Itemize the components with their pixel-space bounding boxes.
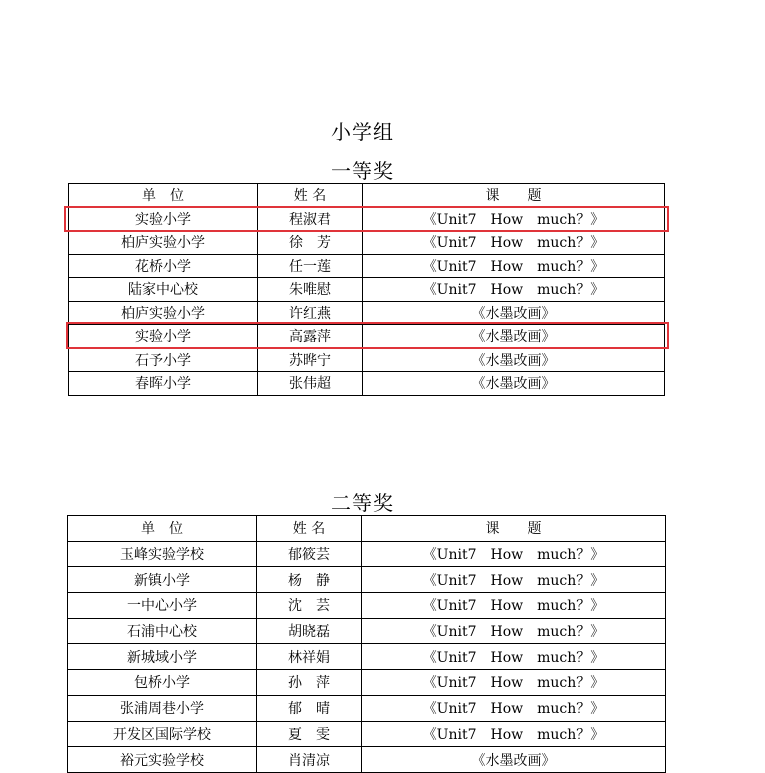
table-row xyxy=(68,644,666,670)
table-row xyxy=(68,541,666,567)
cell-unit: 石予小学 xyxy=(69,348,258,372)
cell-topic: 《水墨改画》 xyxy=(363,325,665,349)
table-row xyxy=(69,231,665,255)
cell-unit: 实验小学 xyxy=(69,207,258,231)
cell-unit: 张浦周巷小学 xyxy=(68,695,257,721)
cell-name: 夏 雯 xyxy=(257,721,362,747)
cell-unit: 包桥小学 xyxy=(68,670,257,696)
table-row xyxy=(68,670,666,696)
cell-topic: 《Unit7 How much？》 xyxy=(363,254,665,278)
table-row xyxy=(68,593,666,619)
cell-name: 高露萍 xyxy=(258,325,363,349)
cell-topic: 《Unit7 How much？》 xyxy=(362,618,666,644)
table-row xyxy=(69,278,665,302)
table-row xyxy=(68,747,666,773)
cell-topic: 《Unit7 How much？》 xyxy=(362,695,666,721)
cell-name: 林祥娟 xyxy=(257,644,362,670)
table-row xyxy=(69,301,665,325)
table-header-row xyxy=(68,516,666,542)
cell-name: 朱唯慰 xyxy=(258,278,363,302)
table-row xyxy=(69,207,665,231)
cell-topic: 《水墨改画》 xyxy=(363,348,665,372)
cell-topic: 《水墨改画》 xyxy=(363,301,665,325)
cell-unit: 柏庐实验小学 xyxy=(69,301,258,325)
first-prize-title: 一等奖 xyxy=(331,159,394,183)
cell-unit: 新城域小学 xyxy=(68,644,257,670)
cell-topic: 《Unit7 How much？》 xyxy=(362,644,666,670)
second-prize-table xyxy=(67,515,666,773)
table-row xyxy=(69,348,665,372)
table-row xyxy=(68,567,666,593)
header-unit: 单 位 xyxy=(68,516,257,542)
cell-name: 孙 萍 xyxy=(257,670,362,696)
cell-unit: 开发区国际学校 xyxy=(68,721,257,747)
cell-topic: 《水墨改画》 xyxy=(362,747,666,773)
cell-topic: 《Unit7 How much？》 xyxy=(363,231,665,255)
table-row xyxy=(68,721,666,747)
header-name: 姓 名 xyxy=(258,184,363,208)
cell-topic: 《Unit7 How much？》 xyxy=(363,207,665,231)
cell-unit: 实验小学 xyxy=(69,325,258,349)
cell-unit: 玉峰实验学校 xyxy=(68,541,257,567)
second-prize-title: 二等奖 xyxy=(331,491,394,515)
cell-unit: 陆家中心校 xyxy=(69,278,258,302)
header-unit: 单 位 xyxy=(69,184,258,208)
group-title: 小学组 xyxy=(331,120,394,144)
cell-topic: 《Unit7 How much？》 xyxy=(362,721,666,747)
table-row xyxy=(69,325,665,349)
cell-name: 苏晔宁 xyxy=(258,348,363,372)
header-name: 姓 名 xyxy=(257,516,362,542)
cell-topic: 《Unit7 How much？》 xyxy=(363,278,665,302)
cell-unit: 一中心小学 xyxy=(68,593,257,619)
cell-name: 郁筱芸 xyxy=(257,541,362,567)
cell-name: 徐 芳 xyxy=(258,231,363,255)
cell-unit: 石浦中心校 xyxy=(68,618,257,644)
cell-topic: 《Unit7 How much？》 xyxy=(362,567,666,593)
cell-topic: 《Unit7 How much？》 xyxy=(362,541,666,567)
cell-name: 沈 芸 xyxy=(257,593,362,619)
cell-name: 许红燕 xyxy=(258,301,363,325)
table-row xyxy=(68,695,666,721)
table-header-row xyxy=(69,184,665,208)
cell-name: 郁 晴 xyxy=(257,695,362,721)
header-topic: 课 题 xyxy=(363,184,665,208)
cell-topic: 《Unit7 How much？》 xyxy=(362,593,666,619)
cell-unit: 春晖小学 xyxy=(69,372,258,396)
cell-unit: 裕元实验学校 xyxy=(68,747,257,773)
cell-topic: 《水墨改画》 xyxy=(363,372,665,396)
cell-unit: 花桥小学 xyxy=(69,254,258,278)
table-row xyxy=(69,372,665,396)
first-prize-table xyxy=(68,183,665,396)
table-row xyxy=(69,254,665,278)
cell-topic: 《Unit7 How much？》 xyxy=(362,670,666,696)
cell-unit: 柏庐实验小学 xyxy=(69,231,258,255)
cell-name: 杨 静 xyxy=(257,567,362,593)
header-topic: 课 题 xyxy=(362,516,666,542)
cell-name: 任一莲 xyxy=(258,254,363,278)
cell-unit: 新镇小学 xyxy=(68,567,257,593)
cell-name: 胡晓磊 xyxy=(257,618,362,644)
cell-name: 张伟超 xyxy=(258,372,363,396)
cell-name: 肖清凉 xyxy=(257,747,362,773)
cell-name: 程淑君 xyxy=(258,207,363,231)
table-row xyxy=(68,618,666,644)
